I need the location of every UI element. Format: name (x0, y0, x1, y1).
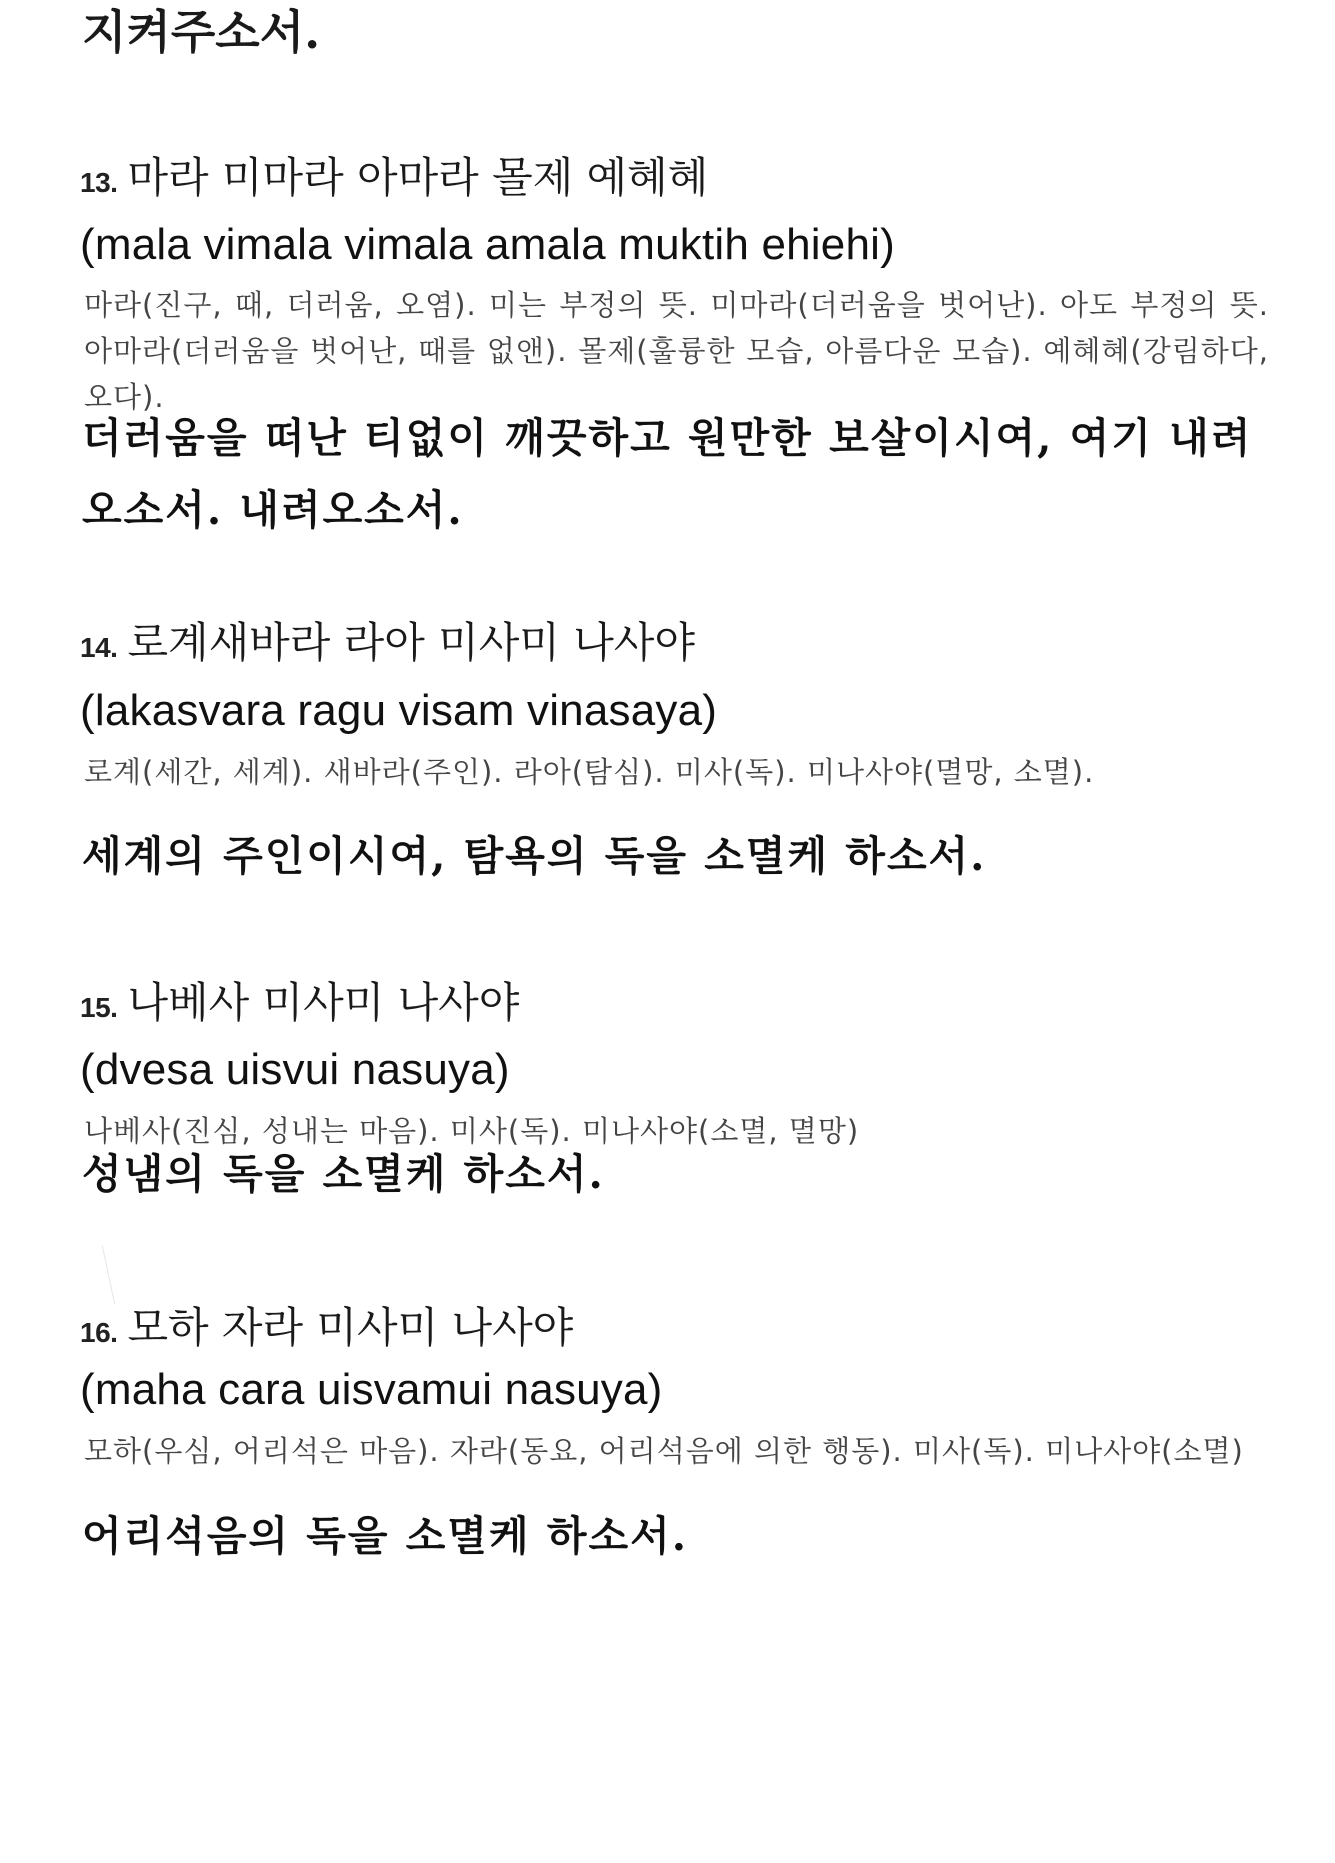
verse-romanized: (lakasvara ragu visam vinasaya) (80, 686, 718, 735)
verse-korean: 모하 자라 미사미 나사야 (127, 1303, 574, 1352)
verse-meaning: 더러움을 떠난 티없이 깨끗하고 원만한 보살이시여, 여기 내려오소서. 내려오소서. (82, 414, 1253, 534)
paper-crease-mark (102, 1245, 117, 1304)
verse-korean: 마라 미마라 아마라 몰제 예혜혜 (127, 153, 709, 202)
verse-gloss: 마라(진구, 때, 더러움, 오염). 미는 부정의 뜻. 미마라(더러움을 벗어난). 아도 부정의 뜻. 아마라(더러움을 벗어난, 때를 없앤). 몰제(훌륭한 모습, 아름다운 모습). 예혜혜(강림하다, 오다). (84, 288, 1269, 414)
verse-gloss: 나베사(진심, 성내는 마음). 미사(독). 미나사야(소멸, 멸망) (84, 1114, 860, 1148)
verse-number: 16. (80, 1317, 118, 1348)
verse-heading (80, 975, 519, 1036)
verse-romanized: (mala vimala vimala amala muktih ehiehi) (80, 220, 895, 269)
verse-number: 15. (80, 992, 118, 1023)
verse-number: 14. (80, 632, 118, 663)
verse-gloss: 모하(우심, 어리석은 마음). 자라(동요, 어리석음에 의한 행동). 미사(독). 미나사야(소멸) (84, 1434, 1244, 1468)
verse-korean: 로계새바라 라아 미사미 나사야 (127, 618, 695, 667)
verse-gloss: 로계(세간, 세계). 새바라(주인). 라아(탐심). 미사(독). 미나사야(멸망, 소멸). (84, 755, 1095, 789)
verse-meaning: 성냄의 독을 소멸케 하소서. (82, 1150, 605, 1198)
verse-romanized: (dvesa uisvui nasuya) (80, 1045, 510, 1094)
verse-heading (80, 1300, 573, 1361)
verse-heading (80, 615, 695, 676)
verse-meaning: 세계의 주인이시여, 탐욕의 독을 소멸케 하소서. (82, 832, 987, 880)
verse-meaning: 어리석음의 독을 소멸케 하소서. (82, 1512, 688, 1560)
verse-korean: 나베사 미사미 나사야 (127, 978, 520, 1027)
intro-line: 지켜주소서. (82, 5, 321, 59)
verse-number: 13. (80, 167, 118, 198)
verse-romanized: (maha cara uisvamui nasuya) (80, 1365, 663, 1414)
verse-heading (80, 150, 708, 211)
